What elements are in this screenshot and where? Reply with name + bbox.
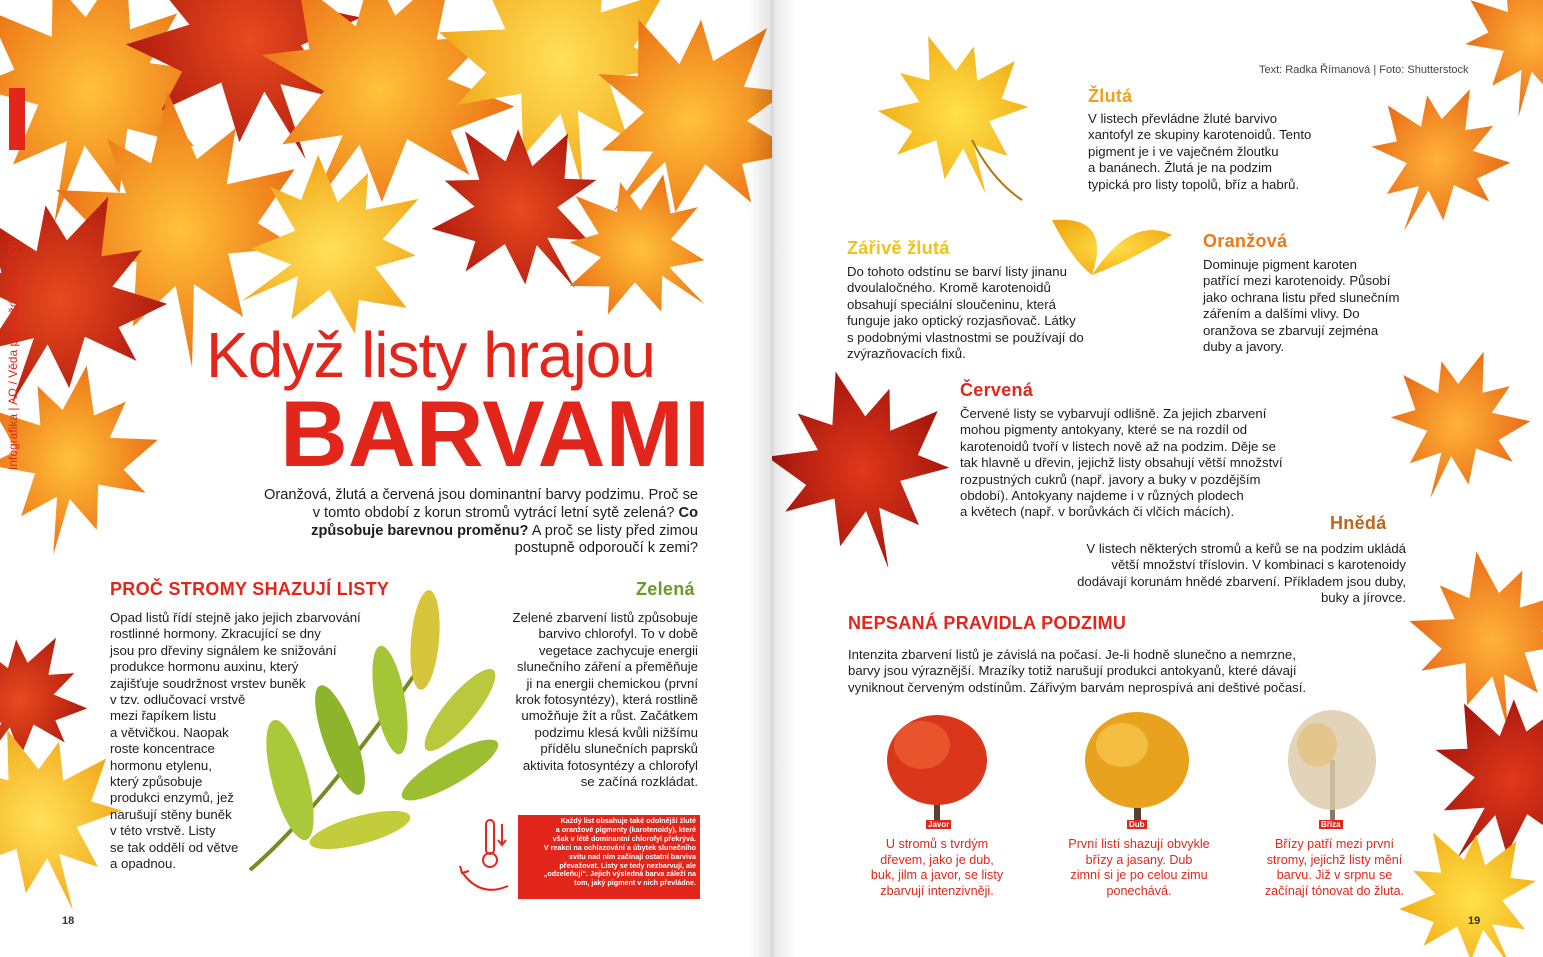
text-line: produkci enzymů, jež: [110, 790, 234, 806]
caption-line: U stromů s tvrdým: [885, 837, 989, 851]
text-line: se začíná rozkládat.: [580, 774, 698, 790]
box-line: Každý list obsahuje také odolnější žluté: [560, 816, 696, 825]
green-text: [470, 610, 698, 790]
caption-briza: [1247, 837, 1422, 899]
box-line: svitu nad ním začínají ostatní barviva: [568, 851, 696, 861]
sidebar-text: Infografika | AΩ / Věda pro každého 2/2020: [6, 240, 20, 470]
text-line: Zelené zbarvení listů způsobuje: [512, 610, 698, 625]
intro-text-1: Oranžová, žlutá a červená jsou dominantní barvy podzimu. Proč se v tomto období z korun stromů vytrácí letní sytě zelená?: [264, 487, 698, 521]
text-line: se tak oddělí od větve: [110, 839, 239, 855]
text-line: slunečního záření a přeměňuje: [516, 659, 698, 675]
text-line: narušují stěny buněk: [110, 806, 232, 822]
text-line: dodávají korunám hnědé zbarvení. Příkladem jsou duby,: [1077, 573, 1406, 589]
caption-line: Břízy patří mezi první: [1275, 837, 1394, 851]
orange-text: [1203, 257, 1403, 355]
text-line: V listech převládne žluté barvivo: [1088, 111, 1278, 126]
text-line: Do tohoto odstínu se barví listy jinanu: [847, 264, 1067, 279]
caption-line: zimní si je po celou zimu: [1070, 868, 1208, 882]
caption-javor: [852, 837, 1022, 899]
heading-bright-yellow: Zářivě žlutá: [847, 238, 950, 258]
text-line: karotenoidů tvoří v listech nově až na podzim. Děje se: [960, 438, 1276, 454]
shedding-text: [110, 610, 410, 873]
heading-yellow: Žlutá: [1088, 86, 1133, 106]
text-line: větší množství tříslovin. V kombinaci s karotenoidy: [1111, 557, 1406, 573]
text-line: xantofyl ze skupiny karotenoidů. Tento: [1088, 127, 1312, 143]
text-line: přídělu slunečních paprsků: [540, 741, 698, 757]
text-line: a opadnou.: [110, 856, 177, 872]
text-line: V listech některých stromů a keřů se na podzim ukládá: [1086, 541, 1406, 556]
text-line: Opad listů řídí stejně jako jejich zbarvování: [110, 610, 361, 625]
text-line: v tzv. odlučovací vrstvě: [110, 692, 246, 708]
text-line: mohou pigmenty antokyany, které se na rozdíl od: [960, 422, 1248, 438]
text-line: tak hlavně u dřevin, jejichž listy obsahují větší množství: [960, 455, 1283, 471]
right-page: [772, 0, 1543, 957]
heading-shedding: PROČ STROMY SHAZUJÍ LISTY: [110, 579, 390, 599]
rules-text: [848, 647, 1368, 696]
heading-orange: Oranžová: [1203, 231, 1288, 251]
text-line: typická pro listy topolů, bříz a habrů.: [1088, 176, 1300, 192]
pigment-info-box: [518, 815, 700, 899]
thermometer-icon: [460, 820, 508, 890]
text-line: rostlinné hormony. Zkracující se dny: [110, 626, 321, 642]
caption-line: stromy, jejichž listy mění: [1266, 852, 1403, 867]
text-line: pigment je i ve vaječném žloutku: [1088, 143, 1279, 159]
text-line: hormonu etylenu,: [110, 757, 212, 773]
text-line: roste koncentrace: [110, 741, 215, 757]
brown-text: [1022, 541, 1406, 607]
tree-label-dub: Dub: [1129, 820, 1145, 829]
text-line: obsahují speciální sloučeninu, která: [847, 296, 1056, 312]
intro-paragraph: [262, 487, 698, 558]
text-line: produkce hormonu auxinu, který: [110, 659, 299, 675]
caption-line: barvu. Již v srpnu se: [1276, 868, 1393, 882]
box-line: převažovat. Listy se tedy nezbarvují, ale: [559, 860, 696, 870]
tree-label-briza: Bříza: [1321, 820, 1341, 829]
text-line: ji na energii chemickou (první: [526, 675, 698, 691]
text-line: vegetace zachycuje energii: [538, 642, 698, 658]
title-line1: Když listy hrajou: [206, 319, 655, 391]
text-line: zvýrazňovacích fixů.: [847, 346, 966, 362]
bright-yellow-text: [847, 264, 1107, 362]
text-line: Intenzita zbarvení listů je závislá na počasí. Je-li hodně slunečno a nemrzne,: [848, 647, 1296, 662]
heading-brown: Hnědá: [1330, 513, 1387, 533]
heading-green: Zelená: [636, 579, 695, 599]
caption-dub: [1054, 837, 1224, 899]
tree-label-javor: Javor: [928, 820, 950, 829]
text-line: Červené listy se vybarvují odlišně. Za jejich zbarvení: [960, 406, 1267, 421]
caption-line: zbarvují intenzivněji.: [880, 883, 994, 898]
intro-bold: Co způsobuje barevnou proměnu?: [311, 504, 698, 539]
section-marker: [9, 88, 25, 150]
text-line: a větvičkou. Naopak: [110, 724, 229, 740]
yellow-text: [1088, 111, 1348, 193]
text-line: období). Antokyany najdeme i v různých plodech: [960, 488, 1244, 504]
text-line: barvivo chlorofyl. To v době: [538, 626, 698, 642]
text-line: krok fotosyntézy), která rostlině: [515, 692, 698, 708]
text-line: zářením a dalšími vlivy. Do: [1203, 306, 1360, 322]
box-line: a oranžové pigmenty (karotenoidy), které: [555, 824, 696, 834]
caption-line: ponechává.: [1106, 883, 1172, 898]
text-line: patřící mezi karotenoidy. Působí: [1203, 273, 1391, 289]
caption-line: začínají tónovat do žluta.: [1264, 883, 1405, 898]
text-line: dvoulaločného. Kromě karotenoidů: [847, 280, 1051, 296]
text-line: barvy jsou výraznější. Mrazíky totiž narušují produkci antokyanů, které dávají: [848, 663, 1297, 679]
tree-dub: [1085, 712, 1189, 820]
page-number-left: 18: [62, 915, 75, 927]
text-line: mezi řapíkem listu: [110, 708, 217, 724]
text-line: podzimu klesá kvůli nižšímu: [534, 724, 698, 740]
text-line: duby a javory.: [1203, 339, 1285, 355]
text-line: rozpustných cukrů (např. javory a buky v pozdějším: [960, 471, 1261, 487]
page-number-right: 19: [1468, 915, 1481, 927]
heading-rules: NEPSANÁ PRAVIDLA PODZIMU: [848, 613, 1127, 633]
caption-line: břízy a jasany. Dub: [1085, 852, 1193, 867]
text-line: a banánech. Žlutá je na podzim: [1088, 160, 1273, 176]
text-line: a květech (např. v borůvkách či vlčích mácích).: [960, 504, 1235, 520]
text-line: Dominuje pigment karoten: [1203, 257, 1357, 272]
box-line: však v létě dominantní chlorofyl překrývá.: [552, 833, 696, 843]
red-text: [960, 406, 1305, 521]
text-line: v této vrstvě. Listy: [110, 823, 216, 839]
tree-briza: [1288, 710, 1376, 820]
intro-text-2: A proč se listy před zimou postupně odporoučí k zemi?: [514, 522, 698, 557]
text-line: jako ochrana listu před slunečním: [1203, 289, 1400, 305]
text-line: oranžova se zbarvují zejména: [1203, 322, 1379, 338]
caption-line: dřevem, jako je dub,: [880, 852, 994, 867]
text-line: jsou pro dřeviny signálem ke snižování: [110, 642, 337, 658]
credits: Text: Radka Římanová | Foto: Shutterstock: [1259, 64, 1469, 76]
box-line: tom, jaký pigment v nich převládne.: [574, 878, 696, 888]
box-line: „odzeleňují“. Jejich výsledná barva záleží na: [543, 869, 696, 879]
heading-red: Červená: [960, 380, 1034, 400]
text-line: s podobnými vlastnostmi se používají do: [847, 329, 1084, 345]
text-line: buky a jírovce.: [1320, 590, 1406, 606]
box-line: V reakci na ochlazování a úbytek slunečního: [543, 842, 696, 852]
caption-line: buk, jilm a javor, se listy: [870, 868, 1004, 882]
caption-line: První listí shazují obvykle: [1068, 837, 1210, 851]
text-line: vyniknout červeným odstínům. Zářivým barvám neprospívá ani deštivé počasí.: [848, 679, 1307, 695]
text-line: umožňuje žít a růst. Začátkem: [521, 708, 698, 724]
text-line: aktivita fotosyntézy a chlorofyl: [522, 757, 698, 773]
tree-javor: [887, 715, 987, 820]
text-line: zajišťuje soudržnost vrstev buněk: [110, 675, 306, 691]
title-line2: BARVAMI: [280, 381, 710, 486]
text-line: který způsobuje: [110, 774, 203, 790]
text-line: funguje jako optický rozjasňovač. Látky: [847, 313, 1076, 329]
